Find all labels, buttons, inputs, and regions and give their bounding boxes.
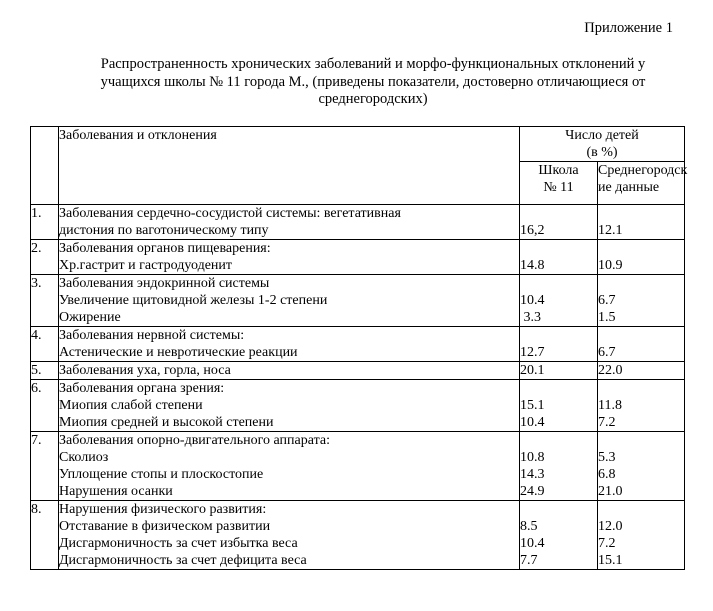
condition-group-label: Нарушения физического развития:: [59, 502, 267, 517]
school-value: [520, 380, 597, 397]
school-value: 16,2: [520, 223, 545, 238]
condition-label: Миопия средней и высокой степени: [59, 415, 274, 430]
school-value: 24.9: [520, 484, 545, 499]
row-number-cell: [31, 501, 59, 570]
condition-group-label: Заболевания органов пищеварения:: [59, 241, 271, 256]
table-row: [31, 205, 685, 240]
row-number-cell: [31, 380, 59, 432]
condition-cell: [59, 327, 520, 362]
city-average-value: [598, 432, 684, 449]
condition-label: Хр.гастрит и гастродуоденит: [59, 258, 233, 273]
school-value: 15.1: [520, 398, 545, 413]
city-average-cell: [598, 240, 685, 275]
school-value-cell: [520, 205, 598, 240]
condition-group-label: Заболевания эндокринной системы: [59, 276, 270, 291]
row-number-cell: [31, 432, 59, 501]
city-average-value: [598, 240, 684, 257]
city-average-cell: [598, 205, 685, 240]
condition-label: Нарушения осанки: [59, 484, 173, 499]
school-value: 14.3: [520, 467, 545, 482]
row-number: 6.: [31, 381, 42, 396]
prevalence-table: [30, 126, 688, 570]
school-value: [520, 275, 597, 292]
header-school-cell: [520, 162, 598, 205]
condition-label: Увеличение щитовидной железы 1-2 степени: [59, 293, 328, 308]
condition-cell: [59, 205, 520, 240]
condition-label: дистония по ваготоническому типу: [59, 223, 269, 238]
table-row: [31, 380, 685, 432]
table-row: [31, 432, 685, 501]
table-row: [31, 240, 685, 275]
row-number-cell: [31, 205, 59, 240]
city-average-value: 22.0: [598, 363, 623, 378]
appendix-label: Приложение 1: [584, 20, 673, 36]
city-average-value: 10.9: [598, 258, 623, 273]
row-number: 3.: [31, 276, 42, 291]
city-average-value: 6.7: [598, 345, 616, 360]
school-value-cell: [520, 275, 598, 327]
condition-group-label: Заболевания опорно-двигательного аппарата:: [59, 433, 330, 448]
header-row-top: [31, 127, 685, 162]
condition-cell: [59, 501, 520, 570]
school-value: 3.3: [520, 310, 541, 325]
city-average-value: 21.0: [598, 484, 623, 499]
city-average-value: [598, 205, 684, 222]
condition-label: Ожирение: [59, 310, 121, 325]
city-average-cell: [598, 362, 685, 380]
condition-label: Сколиоз: [59, 450, 109, 465]
header-school-label: Школа: [538, 163, 579, 178]
city-average-value: [598, 327, 684, 344]
school-value: 14.8: [520, 258, 545, 273]
school-value: [520, 240, 597, 257]
title-line: среднегородских): [318, 91, 428, 107]
school-value: 7.7: [520, 553, 538, 568]
condition-cell: [59, 275, 520, 327]
condition-group-label: Заболевания нервной системы:: [59, 328, 245, 343]
city-average-cell: [598, 501, 685, 570]
header-avg-label-cont: ие данные: [598, 180, 660, 195]
header-group-unit: (в %): [586, 145, 618, 160]
city-average-cell: [598, 432, 685, 501]
condition-cell: [59, 380, 520, 432]
city-average-value: 12.0: [598, 519, 623, 534]
condition-label: Миопия слабой степени: [59, 398, 203, 413]
school-value: 10.8: [520, 450, 545, 465]
school-value-cell: [520, 240, 598, 275]
school-value-cell: [520, 432, 598, 501]
condition-label: Отставание в физическом развитии: [59, 519, 271, 534]
condition-group-label: Заболевания сердечно-сосудистой системы: вегетативная: [59, 206, 401, 221]
condition-group-label: Заболевания органа зрения:: [59, 381, 225, 396]
condition-cell: [59, 240, 520, 275]
condition-label: Астенические и невротические реакции: [59, 345, 298, 360]
city-average-value: [598, 501, 684, 518]
row-number-cell: [31, 362, 59, 380]
city-average-value: 12.1: [598, 223, 623, 238]
city-average-value: 6.7: [598, 293, 616, 308]
header-group-label: Число детей: [565, 128, 639, 143]
school-value: 12.7: [520, 345, 545, 360]
row-number-cell: [31, 240, 59, 275]
condition-label: Заболевания уха, горла, носа: [59, 363, 231, 378]
school-value-cell: [520, 327, 598, 362]
condition-label: Дисгармоничность за счет дефицита веса: [59, 553, 307, 568]
table-row: [31, 362, 685, 380]
school-value: [520, 327, 597, 344]
city-average-value: [598, 380, 684, 397]
row-number: 2.: [31, 241, 42, 256]
city-average-value: 15.1: [598, 553, 623, 568]
school-value-cell: [520, 380, 598, 432]
city-average-cell: [598, 380, 685, 432]
title-line: Распространенность хронических заболеваний и морфо-функциональных отклонений у: [100, 56, 646, 72]
city-average-value: 1.5: [598, 310, 616, 325]
row-number: 1.: [31, 206, 42, 221]
school-value: 20.1: [520, 363, 545, 378]
row-number: 8.: [31, 502, 42, 517]
city-average-value: 6.8: [598, 467, 616, 482]
school-value: [520, 432, 597, 449]
table-row: [31, 501, 685, 570]
city-average-value: [598, 275, 684, 292]
condition-label: Уплощение стопы и плоскостопие: [59, 467, 264, 482]
row-number: 7.: [31, 433, 42, 448]
school-value: 10.4: [520, 536, 545, 551]
table-row: [31, 275, 685, 327]
header-name-label: Заболевания и отклонения: [59, 128, 217, 143]
school-value: 8.5: [520, 519, 538, 534]
condition-cell: [59, 362, 520, 380]
row-number-cell: [31, 327, 59, 362]
school-value-cell: [520, 501, 598, 570]
school-value: [520, 501, 597, 518]
header-avg-cell: [598, 162, 688, 205]
table-row: [31, 327, 685, 362]
city-average-value: 7.2: [598, 536, 616, 551]
header-group-cell: [520, 127, 685, 162]
row-number: 4.: [31, 328, 42, 343]
row-number: 5.: [31, 363, 42, 378]
document-title: [58, 56, 688, 109]
header-avg-label: Среднегородск: [598, 163, 688, 178]
condition-label: Дисгармоничность за счет избытка веса: [59, 536, 298, 551]
header-name-cell: [59, 127, 520, 205]
city-average-value: 11.8: [598, 398, 622, 413]
city-average-cell: [598, 327, 685, 362]
school-value-cell: [520, 362, 598, 380]
city-average-value: 5.3: [598, 450, 616, 465]
condition-cell: [59, 432, 520, 501]
row-number-cell: [31, 275, 59, 327]
school-value: 10.4: [520, 293, 545, 308]
city-average-value: 7.2: [598, 415, 616, 430]
header-num-cell: [31, 127, 59, 205]
title-line: учащихся школы № 11 города М., (приведены показатели, достоверно отличающиеся от: [100, 73, 646, 90]
header-school-number: № 11: [543, 180, 574, 195]
school-value: 10.4: [520, 415, 545, 430]
city-average-cell: [598, 275, 685, 327]
school-value: [520, 205, 597, 222]
